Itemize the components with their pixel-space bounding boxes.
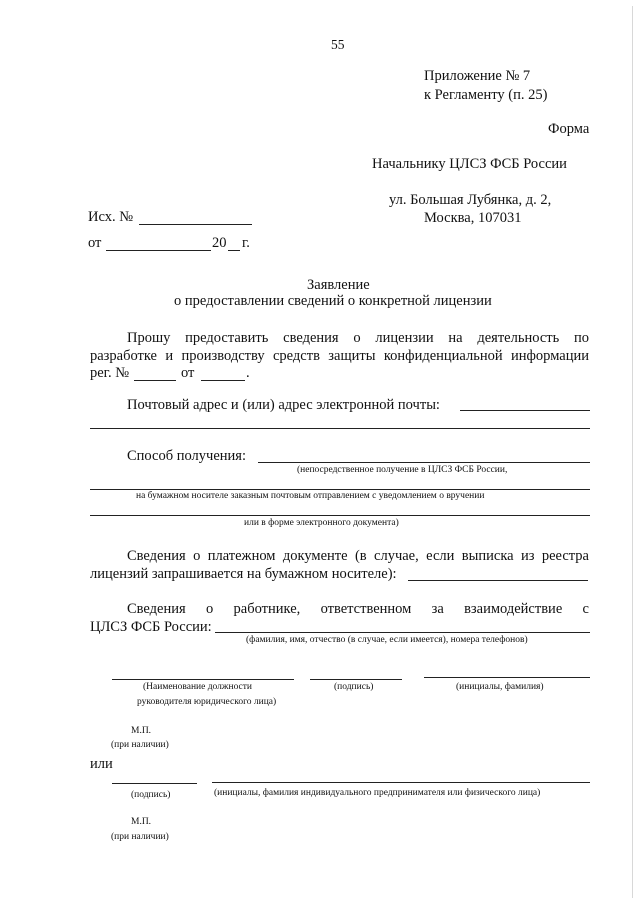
payment-line[interactable] <box>408 580 588 581</box>
addressee-street: ул. Большая Лубянка, д. 2, <box>389 192 552 208</box>
addressee-city: Москва, 107031 <box>424 210 522 226</box>
person-stamp: М.П. <box>131 817 152 827</box>
outgoing-year-line[interactable] <box>228 250 240 251</box>
person-signature-caption: (подпись) <box>131 790 171 800</box>
delivery-note-2: на бумажном носителе заказным почтовым отправлением с уведомлением о вручении <box>136 491 485 501</box>
person-stamp-note: (при наличии) <box>111 832 169 842</box>
outgoing-year-suffix: г. <box>242 235 250 251</box>
delivery-line-2[interactable] <box>90 489 590 490</box>
page-number: 55 <box>331 37 345 52</box>
org-stamp: М.П. <box>131 726 152 736</box>
document-subtitle: о предоставлении сведений о конкретной лицензии <box>174 293 492 309</box>
request-date-line[interactable] <box>201 380 245 381</box>
request-line-2: разработке и производству средств защиты конфиденциальной информации <box>90 348 589 364</box>
responsible-line-2: ЦЛСЗ ФСБ России: <box>90 619 212 635</box>
delivery-line-1[interactable] <box>258 462 590 463</box>
org-position-line[interactable] <box>112 679 294 680</box>
document-title: Заявление <box>307 277 370 293</box>
request-line-1: Прошу предоставить сведения о лицензии на деятельность по <box>127 330 589 346</box>
org-stamp-note: (при наличии) <box>111 740 169 750</box>
delivery-note-1: (непосредственное получение в ЦЛСЗ ФСБ России, <box>297 465 508 475</box>
postal-label: Почтовый адрес и (или) адрес электронной почты: <box>127 397 440 413</box>
org-signature-line[interactable] <box>310 679 402 680</box>
postal-line-1[interactable] <box>460 410 590 411</box>
postal-line-2[interactable] <box>90 428 590 429</box>
appendix-line-1: Приложение № 7 <box>424 68 531 84</box>
org-initials-caption: (инициалы, фамилия) <box>456 682 544 692</box>
responsible-note: (фамилия, имя, отчество (в случае, если имеется), номера телефонов) <box>246 635 528 645</box>
person-signature-line[interactable] <box>112 783 197 784</box>
person-initials-caption: (инициалы, фамилия индивидуального предпринимателя или физического лица) <box>214 788 541 798</box>
delivery-label: Способ получения: <box>127 448 246 464</box>
org-signature-caption: (подпись) <box>334 682 374 692</box>
outgoing-number-line[interactable] <box>139 224 252 225</box>
org-initials-line[interactable] <box>424 677 590 678</box>
person-initials-line[interactable] <box>212 782 590 783</box>
outgoing-number-label: Исх. № <box>88 209 134 225</box>
responsible-line-1: Сведения о работнике, ответственном за взаимодействие с <box>127 601 589 617</box>
delivery-note-3: или в форме электронного документа) <box>244 518 399 528</box>
request-reg-line[interactable] <box>134 380 176 381</box>
payment-line-2: лицензий запрашивается на бумажном носителе): <box>90 566 397 582</box>
request-reg-label: рег. № <box>90 365 130 381</box>
request-from-label: от <box>181 365 195 381</box>
form-label: Форма <box>548 121 590 137</box>
payment-line-1: Сведения о платежном документе (в случае, если выписка из реестра <box>127 548 589 564</box>
request-period: . <box>246 365 250 381</box>
outgoing-date-label: от <box>88 235 102 251</box>
outgoing-year-prefix: 20 <box>212 235 227 251</box>
or-label: или <box>90 756 113 772</box>
org-position-caption-1: (Наименование должности <box>143 682 253 692</box>
org-position-caption-2: руководителя юридического лица) <box>137 697 277 707</box>
outgoing-date-line[interactable] <box>106 250 211 251</box>
delivery-line-3[interactable] <box>90 515 590 516</box>
responsible-line[interactable] <box>215 632 590 633</box>
addressee-title: Начальнику ЦЛСЗ ФСБ России <box>372 156 567 172</box>
appendix-line-2: к Регламенту (п. 25) <box>424 87 548 103</box>
